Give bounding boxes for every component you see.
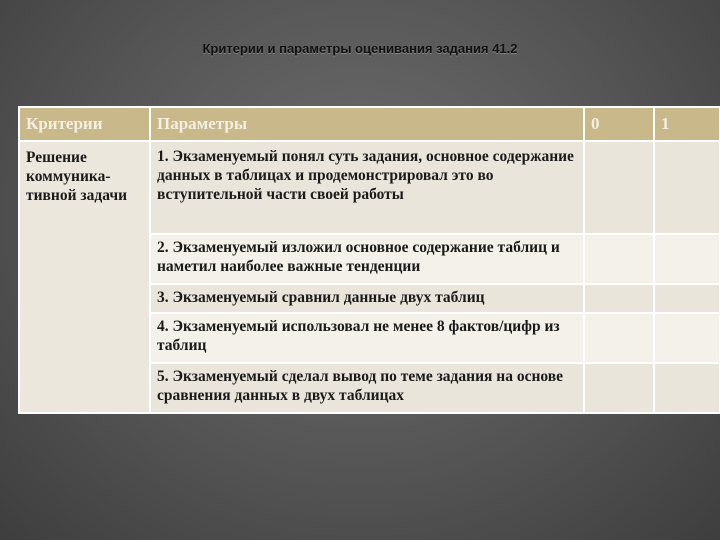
score-1-cell [654,363,720,413]
parameter-cell: 4. Экзаменуемый использовал не менее 8 фактов/цифр из таблиц [150,313,584,363]
parameter-cell: 1. Экзаменуемый понял суть задания, основное содержание данных в таблицах и продемонстрировал это во вступительной части своей работы [150,141,584,234]
header-score-0: 0 [584,107,654,141]
header-row [19,107,720,141]
score-0-cell [584,313,654,363]
header-parameters: Параметры [150,107,584,141]
score-0-cell [584,234,654,284]
criterion-cell: Решение коммуника-тивной задачи [19,141,150,413]
header-score-1: 1 [654,107,720,141]
slide-title: Критерии и параметры оценивания задания 41.2 [202,41,518,56]
parameter-cell: 3. Экзаменуемый сравнил данные двух таблиц [150,284,584,313]
score-1-cell [654,313,720,363]
parameter-cell: 5. Экзаменуемый сделал вывод по теме задания на основе сравнения данных в двух таблицах [150,363,584,413]
score-0-cell [584,284,654,313]
parameter-cell: 2. Экзаменуемый изложил основное содержание таблиц и наметил наиболее важные тенденции [150,234,584,284]
score-1-cell [654,284,720,313]
score-1-cell [654,141,720,234]
score-1-cell [654,234,720,284]
header-criteria: Критерии [19,107,150,141]
table-row [19,141,720,234]
score-0-cell [584,141,654,234]
score-0-cell [584,363,654,413]
criteria-table [18,106,720,414]
